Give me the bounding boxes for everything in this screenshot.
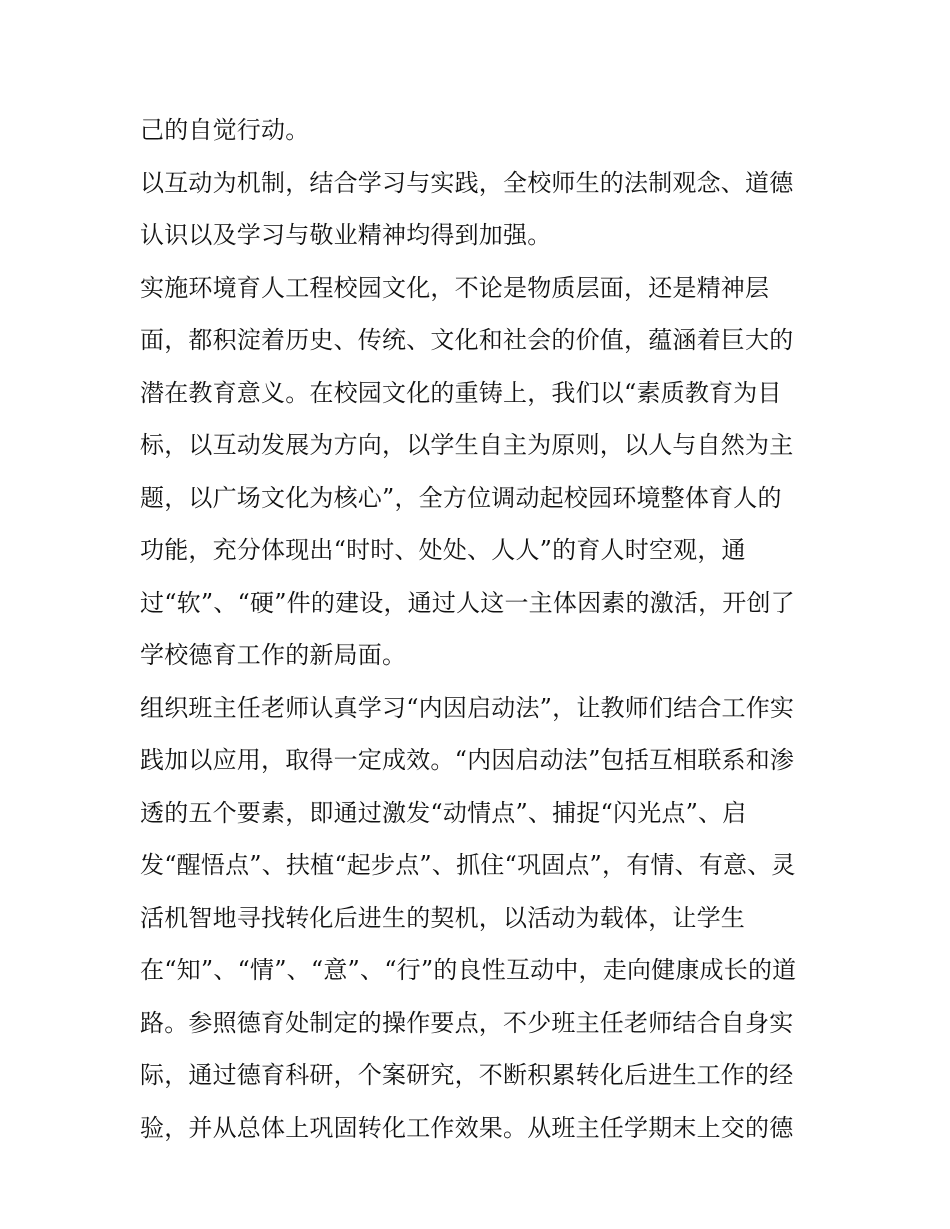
- text-line: 过“软”、“硬”件的建设，通过人这一主体因素的激活，开创了: [140, 588, 795, 617]
- text-line: 活机智地寻找转化后进生的契机，以活动为载体，让学生: [140, 903, 745, 932]
- text-line: 在“知”、“情”、“意”、“行”的良性互动中，走向健康成长的道: [140, 956, 797, 984]
- document-body: [140, 108, 815, 1158]
- text-line: 题，以广场文化为核心”，全方位调动起校园环境整体育人的: [140, 483, 782, 512]
- text-line: 透的五个要素，即通过激发“动情点”、捕捉“闪光点”、启: [140, 798, 747, 827]
- text-line: 认识以及学习与敬业精神均得到加强。: [140, 221, 552, 249]
- text-line: 己的自觉行动。: [140, 116, 310, 144]
- text-line: 功能，充分体现出“时时、处处、人人”的育人时空观，通: [140, 536, 746, 564]
- text-line: 际，通过德育科研，个案研究，不断积累转化后进生工作的经: [140, 1061, 794, 1089]
- text-line: 潜在教育意义。在校园文化的重铸上，我们以“素质教育为目: [140, 378, 782, 407]
- text-line: 实施环境育人工程校园文化，不论是物质层面，还是精神层: [140, 273, 770, 302]
- text-line: 发“醒悟点”、扶植“起步点”、抓住“巩固点”，有情、有意、灵: [140, 851, 796, 879]
- text-line: 验，并从总体上巩固转化工作效果。从班主任学期末上交的德: [140, 1113, 794, 1142]
- text-line: 面，都积淀着历史、传统、文化和社会的价值，蕴涵着巨大的: [140, 326, 794, 354]
- text-line: 学校德育工作的新局面。: [140, 641, 407, 669]
- text-line: 标，以互动发展为方向，以学生自主为原则，以人与自然为主: [140, 431, 794, 459]
- text-line: 组织班主任老师认真学习“内因启动法”，让教师们结合工作实: [140, 693, 795, 722]
- text-line: 路。参照德育处制定的操作要点，不少班主任老师结合自身实: [140, 1008, 794, 1037]
- text-line: 践加以应用，取得一定成效。“内因启动法”包括互相联系和渗: [140, 746, 795, 774]
- text-line: 以互动为机制，结合学习与实践，全校师生的法制观念、道德: [140, 168, 794, 197]
